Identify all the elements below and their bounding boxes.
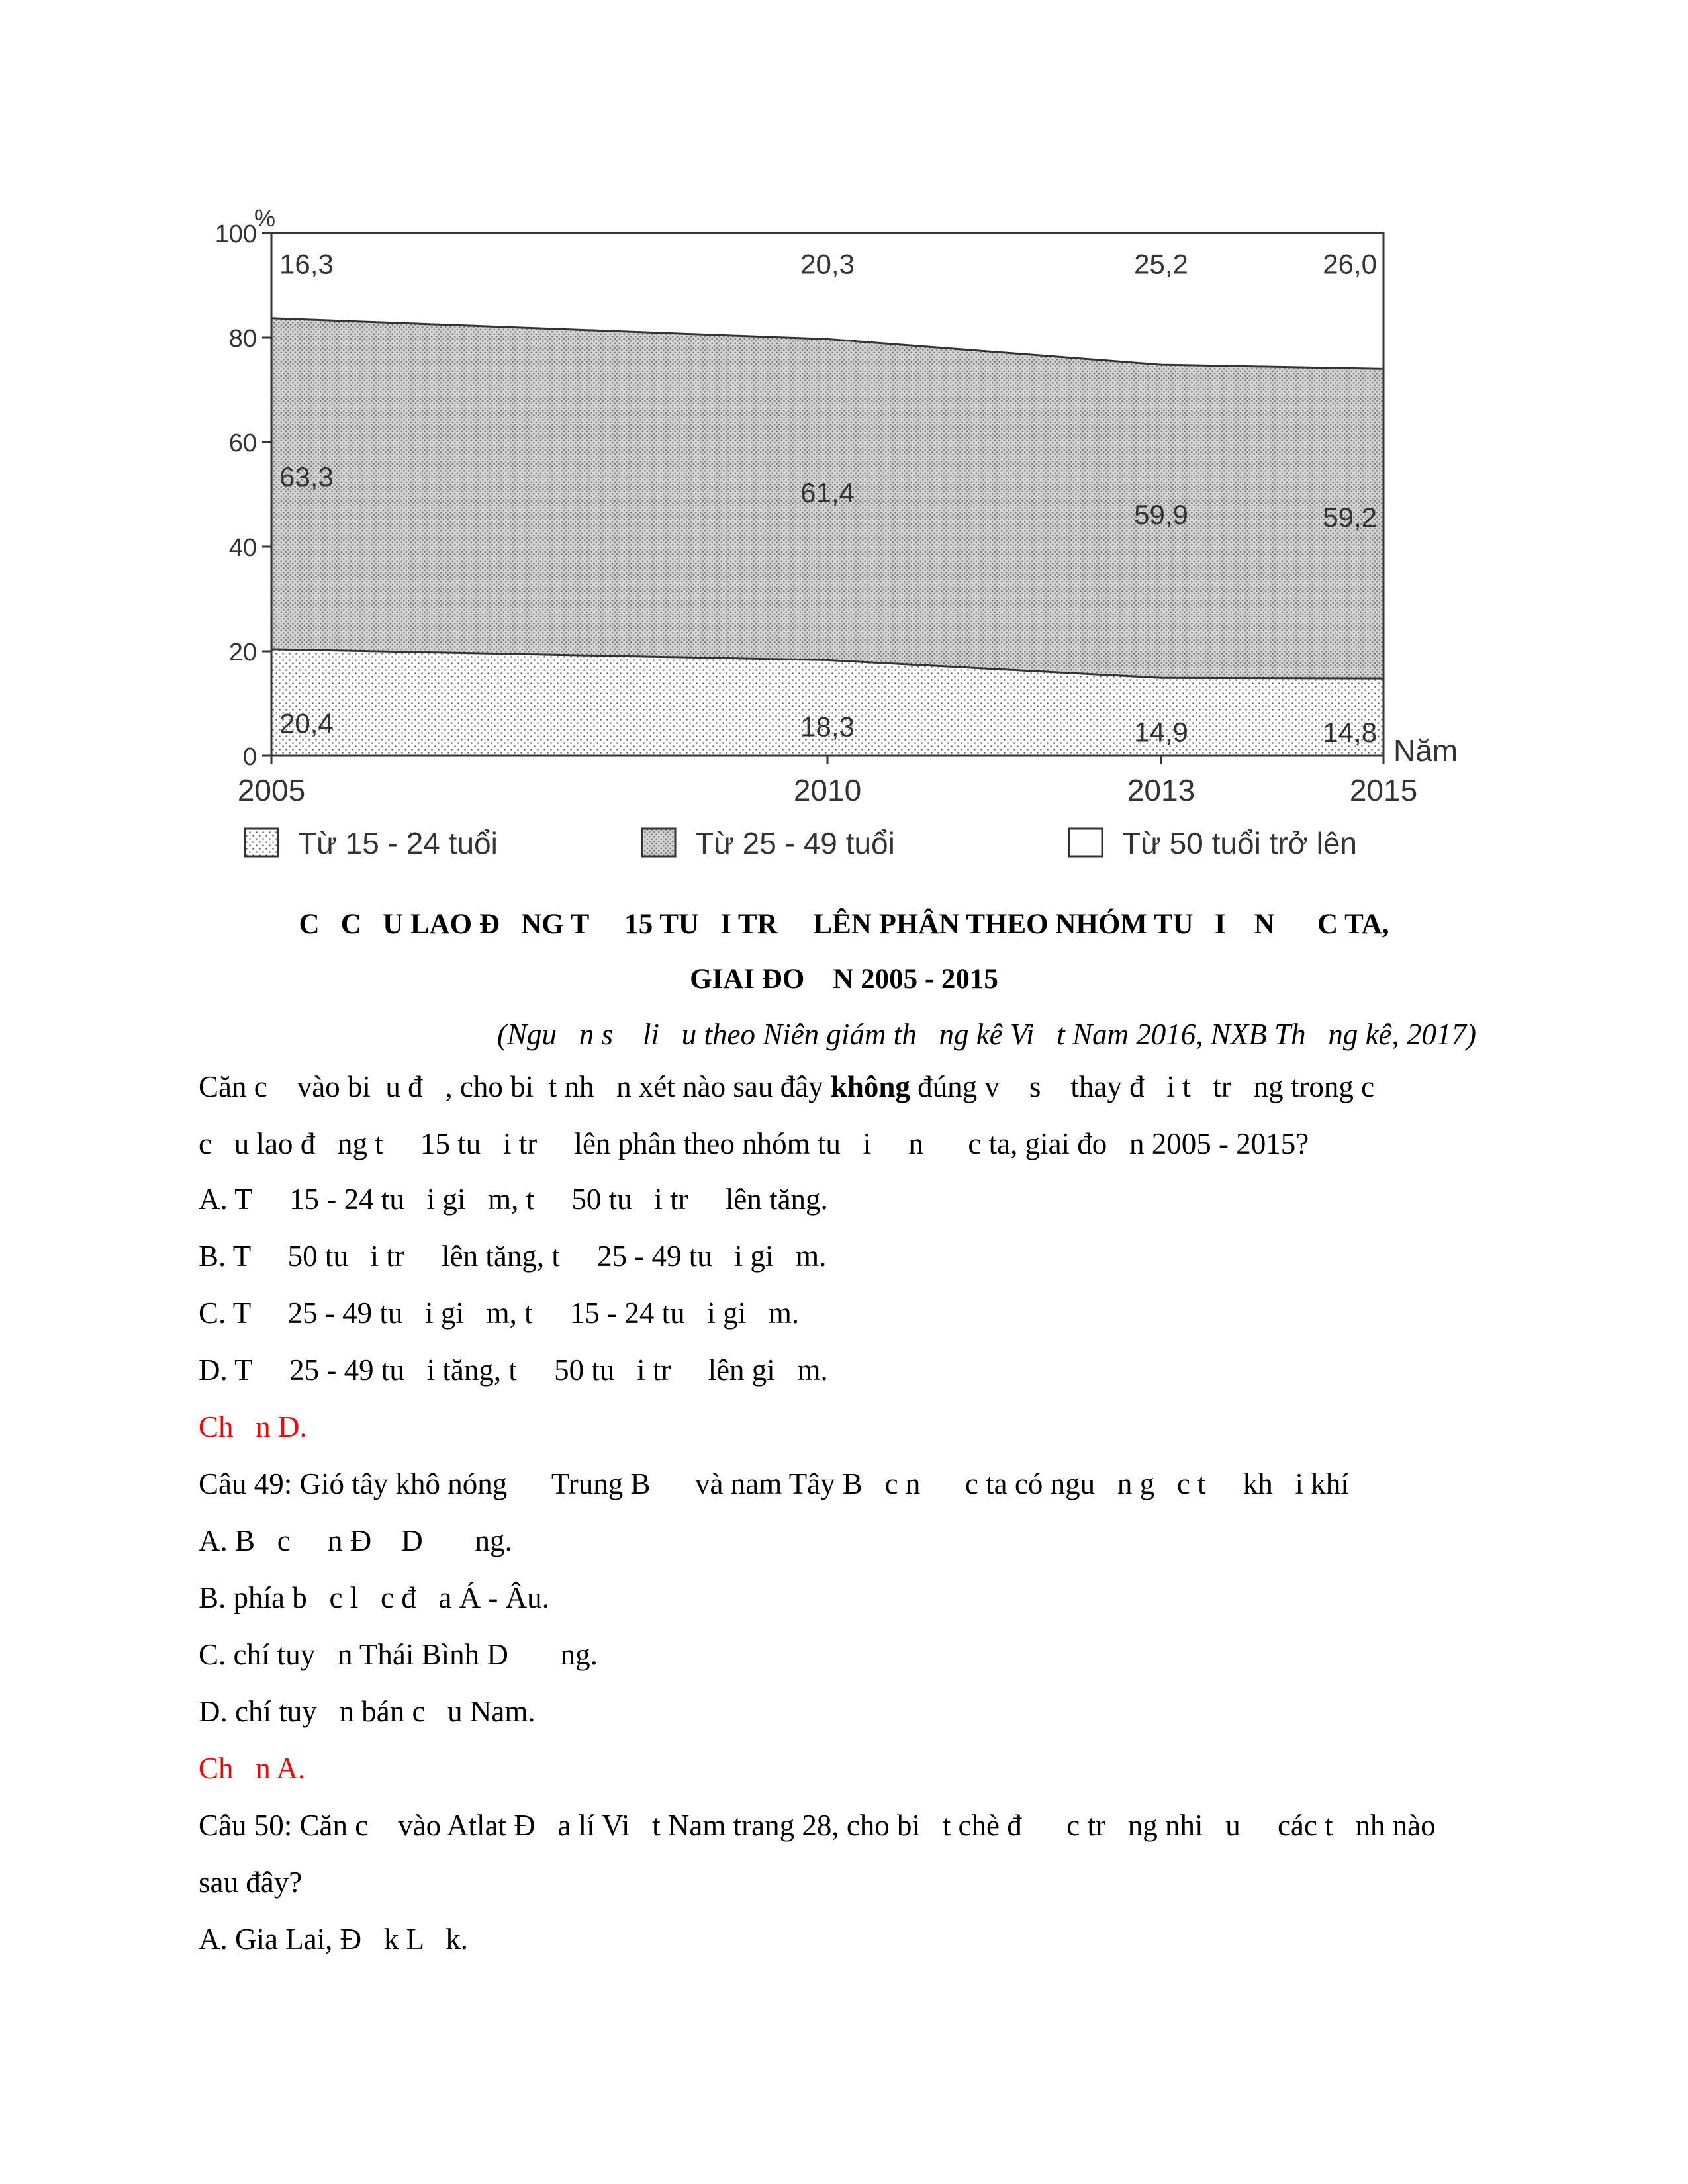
legend-swatch [1069, 829, 1102, 856]
y-tick-label: 100 [214, 220, 257, 248]
y-tick-label: 60 [228, 430, 257, 457]
question-49-option-d: D. chí tuy n bán c u Nam. [199, 1695, 536, 1728]
x-tick-label: 2010 [793, 773, 862, 807]
data-label: 18,3 [800, 711, 855, 743]
data-label: 26,0 [1323, 248, 1377, 280]
data-label: 61,4 [800, 477, 855, 509]
data-label: 20,4 [279, 707, 334, 739]
y-tick-label: 20 [228, 639, 257, 666]
legend-swatch [245, 829, 278, 856]
question-49-option-a: A. B c n Đ D ng. [199, 1524, 512, 1557]
question-50-option-a: A. Gia Lai, Đ k L k. [199, 1923, 468, 1956]
question-49-option-b: B. phía b c l c đ a Á - Âu. [199, 1581, 549, 1614]
question-48-option-a: A. T 15 - 24 tu i gi m, t 50 tu i tr lên tăng. [199, 1183, 828, 1216]
x-tick-label: 2005 [237, 773, 306, 807]
x-tick-label: 2013 [1127, 773, 1196, 807]
y-unit-label: % [254, 205, 276, 232]
question-48-option-c: C. T 25 - 49 tu i gi m, t 15 - 24 tu i gi m. [199, 1297, 800, 1330]
question-48-stem-pre: Căn c vào bi u đ , cho bi t nh n xét nào sau đây [199, 1070, 831, 1103]
data-label: 14,8 [1323, 716, 1377, 748]
legend-swatch [642, 829, 675, 856]
question-49-answer: Ch n A. [199, 1752, 306, 1785]
legend-label: Từ 15 - 24 tuổi [298, 826, 498, 860]
question-48-stem-line-1 [199, 1072, 1374, 1102]
data-label: 63,3 [279, 461, 334, 492]
y-tick-label: 80 [228, 325, 257, 353]
x-axis-label: Năm [1393, 733, 1458, 768]
chart-title-line-1: C C U LAO Đ NG T 15 TU I TR LÊN PHÂN THEO NHÓM TU I N C TA, [299, 909, 1389, 940]
data-label: 59,9 [1134, 499, 1188, 531]
question-48-stem-bold: không [830, 1070, 910, 1103]
question-49-stem: Câu 49: Gió tây khô nóng Trung B và nam Tây B c n c ta có ngu n g c t kh i khí [199, 1467, 1349, 1500]
chart-source: (Ngu n s li u theo Niên giám th ng kê Vi t Nam 2016, NXB Th ng kê, 2017) [496, 1018, 1476, 1051]
stacked-area-chart [192, 199, 1509, 893]
legend-label: Từ 50 tuổi trở lên [1122, 826, 1357, 860]
y-tick-label: 40 [228, 534, 257, 562]
question-48-option-b: B. T 50 tu i tr lên tăng, t 25 - 49 tu i gi m. [199, 1240, 827, 1273]
question-48-option-d: D. T 25 - 49 tu i tăng, t 50 tu i tr lên gi m. [199, 1353, 828, 1387]
y-tick-label: 0 [242, 743, 257, 771]
chart-title-line-2: GIAI ĐO N 2005 - 2015 [690, 964, 998, 995]
question-49-option-c: C. chí tuy n Thái Bình D ng. [199, 1638, 598, 1671]
question-50-stem-line-1: Câu 50: Căn c vào Atlat Đ a lí Vi t Nam trang 28, cho bi t chè đ c tr ng nhi u các t nh nào [199, 1809, 1436, 1842]
data-label: 25,2 [1134, 248, 1188, 280]
data-label: 16,3 [279, 248, 334, 280]
question-48-answer: Ch n D. [199, 1410, 307, 1443]
data-label: 14,9 [1134, 716, 1188, 748]
question-50-stem-line-2: sau đây? [199, 1866, 303, 1899]
question-48-stem-post: đúng v s thay đ i t tr ng trong c [910, 1070, 1375, 1103]
legend-label: Từ 25 - 49 tuổi [695, 826, 895, 860]
question-48-stem-line-2: c u lao đ ng t 15 tu i tr lên phân theo nhóm tu i n c ta, giai đo n 2005 - 2015? [199, 1127, 1309, 1160]
data-label: 20,3 [800, 248, 855, 280]
x-tick-label: 2015 [1349, 773, 1418, 807]
data-label: 59,2 [1323, 501, 1377, 533]
